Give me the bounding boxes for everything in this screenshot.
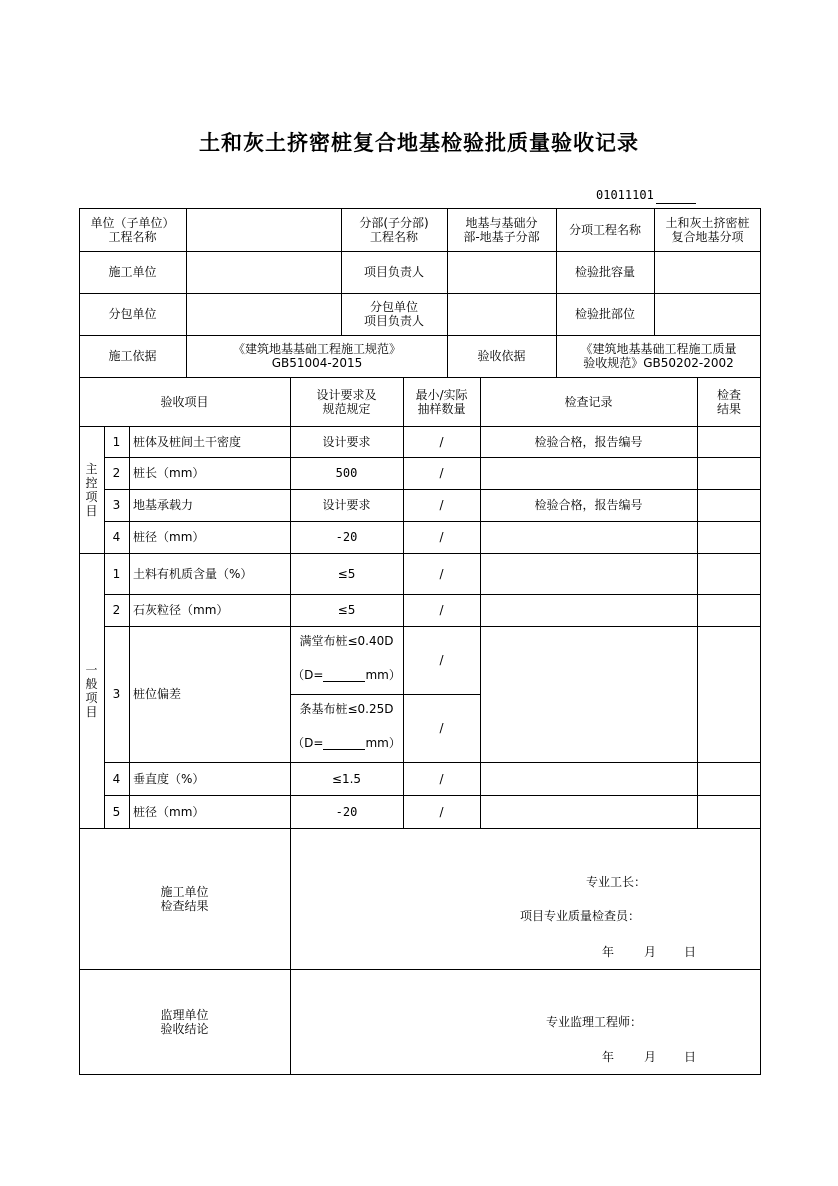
- general-row-no: 2: [112, 603, 121, 617]
- main-row-design: 500: [335, 466, 358, 480]
- main-group-label: [79, 426, 104, 553]
- main-row-result[interactable]: [697, 489, 761, 521]
- acceptance-basis-label: 验收依据: [477, 349, 526, 363]
- general-row-name: 垂直度（%）: [133, 771, 205, 786]
- d-prefix: （D=: [292, 668, 324, 682]
- page-title: 土和灰土挤密桩复合地基检验批质量验收记录: [199, 130, 639, 155]
- main-row-sample: /: [439, 434, 444, 449]
- pm-value[interactable]: [447, 251, 556, 293]
- main-row-result[interactable]: [697, 457, 761, 489]
- general-row-name: 桩位偏差: [133, 687, 182, 701]
- general-row-record[interactable]: [480, 626, 697, 762]
- contractor-label: 施工单位: [108, 265, 157, 279]
- pile-full-diameter: [290, 664, 403, 686]
- group-label-char: 般: [85, 676, 98, 691]
- division-label: 分部(子分部) 工程名称: [359, 215, 429, 244]
- general-row-result[interactable]: [697, 626, 761, 762]
- general-group-label: [79, 553, 104, 828]
- acceptance-basis-value: 《建筑地基基础工程施工质量 验收规范》GB50202-2002: [580, 342, 737, 370]
- foreman-signature[interactable]: 专业工长：: [586, 875, 647, 889]
- main-row-result[interactable]: [697, 521, 761, 553]
- contractor-value[interactable]: [187, 251, 341, 293]
- general-row-design: ≤1.5: [331, 771, 362, 786]
- general-row-sample: /: [439, 603, 444, 617]
- group-label-char: 一: [85, 662, 98, 677]
- main-row-result[interactable]: [697, 426, 761, 457]
- sub-pm-value[interactable]: [447, 293, 556, 335]
- main-row-design: 设计要求: [322, 434, 371, 449]
- general-row-record[interactable]: [480, 795, 697, 828]
- subcontractor-label: 分包单位: [108, 307, 157, 321]
- col-header-sample: 最小/实际 抽样数量: [415, 387, 468, 416]
- general-row-no: 4: [112, 771, 121, 786]
- location-value[interactable]: [654, 293, 761, 335]
- group-label-char: 控: [85, 475, 98, 490]
- division-value: 地基与基础分 部-地基子分部: [463, 215, 540, 244]
- main-row-name: 桩径（mm）: [133, 530, 205, 544]
- general-row-name: 桩径（mm）: [133, 804, 205, 819]
- main-row-record[interactable]: 检验合格，报告编号: [534, 434, 643, 449]
- main-row-record[interactable]: 检验合格，报告编号: [534, 498, 643, 512]
- general-row-record[interactable]: [480, 594, 697, 626]
- record-code: 01011101: [596, 188, 654, 202]
- general-row-sample: /: [439, 653, 444, 667]
- main-row-sample: /: [439, 498, 444, 512]
- main-row-record[interactable]: [480, 521, 697, 553]
- general-row-result[interactable]: [697, 795, 761, 828]
- contractor-date-day: 日: [683, 945, 696, 959]
- contractor-check-label: 施工单位 检查结果: [160, 884, 209, 913]
- col-header-record: 检查记录: [564, 394, 613, 409]
- group-label-char: 目: [85, 704, 98, 719]
- location-label: 检验批部位: [574, 307, 635, 321]
- d-blank[interactable]: [323, 737, 365, 750]
- main-row-no: 2: [112, 466, 121, 480]
- supervisor-date-month: 月: [643, 1050, 656, 1064]
- main-row-name: 地基承载力: [133, 498, 194, 512]
- main-row-no: 4: [112, 530, 121, 544]
- general-row-name: 土料有机质含量（%）: [133, 566, 253, 581]
- d-prefix: （D=: [292, 736, 324, 750]
- capacity-label: 检验批容量: [574, 265, 635, 279]
- pile-strip-design: 条基布桩≤0.25D: [299, 702, 394, 716]
- pile-strip-diameter: [290, 732, 403, 754]
- general-row-result[interactable]: [697, 762, 761, 795]
- general-row-result[interactable]: [697, 553, 761, 594]
- contractor-date-month: 月: [643, 945, 656, 959]
- sub-pm-label: 分包单位 项目负责人: [363, 300, 424, 328]
- col-header-item: 验收项目: [160, 394, 209, 409]
- subitem-value: 土和灰土挤密桩 复合地基分项: [665, 215, 750, 244]
- main-row-no: 1: [112, 434, 121, 449]
- capacity-value[interactable]: [654, 251, 761, 293]
- main-row-record[interactable]: [480, 457, 697, 489]
- unit-label: 单位（子单位） 工程名称: [90, 215, 175, 244]
- pm-label: 项目负责人: [363, 265, 424, 279]
- general-row-sample: /: [439, 804, 444, 819]
- subcontractor-value[interactable]: [187, 293, 341, 335]
- general-row-result[interactable]: [697, 594, 761, 626]
- general-row-no: 5: [112, 804, 121, 819]
- general-row-design: ≤5: [337, 566, 356, 581]
- general-row-design: -20: [335, 804, 358, 819]
- main-row-name: 桩体及桩间土干密度: [133, 434, 242, 449]
- basis-label: 施工依据: [108, 349, 157, 363]
- group-label-char: 主: [85, 461, 98, 476]
- group-label-char: 项: [85, 489, 98, 504]
- general-row-name: 石灰粒径（mm）: [133, 603, 229, 617]
- main-row-name: 桩长（mm）: [133, 466, 205, 480]
- general-row-sample: /: [439, 721, 444, 735]
- col-header-design: 设计要求及 规范规定: [316, 387, 377, 416]
- supervisor-signature[interactable]: 专业监理工程师：: [546, 1015, 643, 1029]
- general-row-record[interactable]: [480, 553, 697, 594]
- group-label-char: 项: [85, 690, 98, 705]
- main-row-design: -20: [335, 530, 358, 544]
- unit-value[interactable]: [187, 208, 341, 251]
- basis-value: 《建筑地基基础工程施工规范》 GB51004-2015: [232, 342, 401, 370]
- supervisor-check-label: 监理单位 验收结论: [160, 1008, 209, 1036]
- general-row-no: 3: [112, 687, 121, 701]
- pile-full-design: 满堂布桩≤0.40D: [299, 634, 394, 648]
- subitem-label: 分项工程名称: [568, 222, 641, 237]
- general-row-design: ≤5: [337, 603, 356, 617]
- group-label-char: 目: [85, 503, 98, 518]
- main-row-sample: /: [439, 466, 444, 480]
- general-row-sample: /: [439, 771, 444, 786]
- general-row-sample: /: [439, 566, 444, 581]
- supervisor-date-year: 年: [601, 1050, 614, 1064]
- col-header-result: 检查 结果: [716, 387, 741, 416]
- inspector-signature[interactable]: 项目专业质量检查员：: [520, 909, 641, 923]
- supervisor-date-day: 日: [683, 1050, 696, 1064]
- main-row-design: 设计要求: [322, 498, 371, 512]
- record-code-underline: [656, 203, 696, 204]
- d-blank[interactable]: [323, 669, 365, 682]
- main-row-no: 3: [112, 498, 121, 512]
- main-row-sample: /: [439, 530, 444, 544]
- contractor-date-year: 年: [601, 945, 614, 959]
- d-unit: mm）: [365, 736, 401, 750]
- general-row-no: 1: [112, 566, 121, 581]
- general-row-record[interactable]: [480, 762, 697, 795]
- d-unit: mm）: [365, 668, 401, 682]
